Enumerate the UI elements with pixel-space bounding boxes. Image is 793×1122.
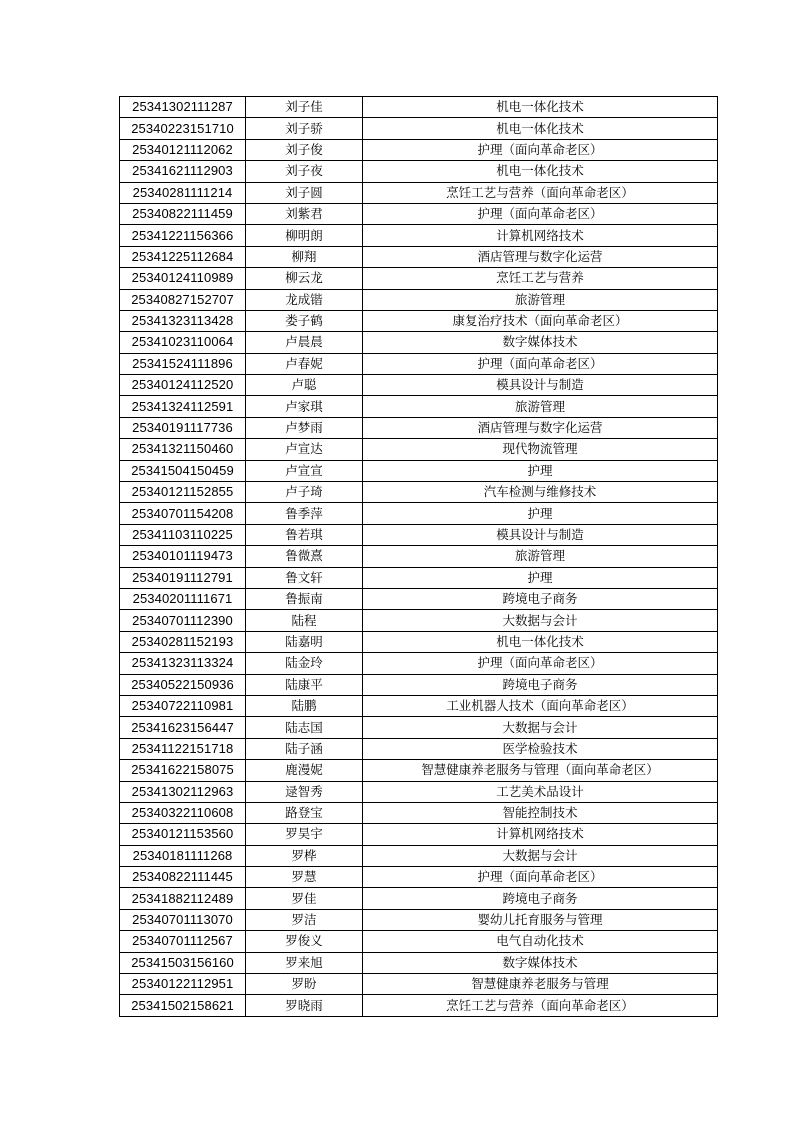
student-name-cell: 刘紫君 bbox=[246, 203, 363, 224]
student-name-cell: 卢梦雨 bbox=[246, 417, 363, 438]
table-row bbox=[120, 225, 718, 246]
student-name-cell: 刘子骄 bbox=[246, 118, 363, 139]
student-id-cell: 25340121153560 bbox=[120, 824, 246, 845]
student-name-cell: 罗昊宇 bbox=[246, 824, 363, 845]
table-row bbox=[120, 289, 718, 310]
student-name-cell: 陆程 bbox=[246, 610, 363, 631]
student-id-cell: 25341323113428 bbox=[120, 310, 246, 331]
major-cell: 计算机网络技术 bbox=[363, 225, 718, 246]
major-cell: 机电一体化技术 bbox=[363, 161, 718, 182]
major-cell: 工艺美术品设计 bbox=[363, 781, 718, 802]
major-cell: 数字媒体技术 bbox=[363, 332, 718, 353]
table-row bbox=[120, 717, 718, 738]
table-row bbox=[120, 417, 718, 438]
table-row bbox=[120, 503, 718, 524]
table-row bbox=[120, 332, 718, 353]
student-name-cell: 路登宝 bbox=[246, 802, 363, 823]
student-name-cell: 卢宣宣 bbox=[246, 460, 363, 481]
student-name-cell: 刘子佳 bbox=[246, 97, 363, 118]
student-id-cell: 25340822111445 bbox=[120, 867, 246, 888]
student-name-cell: 鲁若琪 bbox=[246, 524, 363, 545]
student-name-cell: 鲁季萍 bbox=[246, 503, 363, 524]
student-name-cell: 柳翔 bbox=[246, 246, 363, 267]
student-id-cell: 25341622158075 bbox=[120, 760, 246, 781]
major-cell: 婴幼儿托育服务与管理 bbox=[363, 909, 718, 930]
student-name-cell: 罗桦 bbox=[246, 845, 363, 866]
major-cell: 护理（面向革命老区） bbox=[363, 867, 718, 888]
table-row bbox=[120, 524, 718, 545]
student-name-cell: 卢宣达 bbox=[246, 439, 363, 460]
student-id-cell: 25340722110981 bbox=[120, 695, 246, 716]
major-cell: 模具设计与制造 bbox=[363, 375, 718, 396]
major-cell: 跨境电子商务 bbox=[363, 588, 718, 609]
major-cell: 智能控制技术 bbox=[363, 802, 718, 823]
table-row bbox=[120, 631, 718, 652]
student-id-cell: 25341122151718 bbox=[120, 738, 246, 759]
student-name-cell: 柳云龙 bbox=[246, 268, 363, 289]
student-id-cell: 25341502158621 bbox=[120, 995, 246, 1016]
student-id-cell: 25341324112591 bbox=[120, 396, 246, 417]
major-cell: 医学检验技术 bbox=[363, 738, 718, 759]
student-name-cell: 柳明朗 bbox=[246, 225, 363, 246]
major-cell: 旅游管理 bbox=[363, 289, 718, 310]
table-row bbox=[120, 246, 718, 267]
student-name-cell: 罗洁 bbox=[246, 909, 363, 930]
student-name-cell: 罗慧 bbox=[246, 867, 363, 888]
student-id-cell: 25341504150459 bbox=[120, 460, 246, 481]
student-id-cell: 25340101119473 bbox=[120, 546, 246, 567]
student-id-cell: 25340124110989 bbox=[120, 268, 246, 289]
student-name-cell: 鹿漫妮 bbox=[246, 760, 363, 781]
student-name-cell: 逯智秀 bbox=[246, 781, 363, 802]
student-name-cell: 鲁文轩 bbox=[246, 567, 363, 588]
enrollment-table bbox=[119, 96, 718, 1017]
table-row bbox=[120, 482, 718, 503]
student-name-cell: 罗俊义 bbox=[246, 931, 363, 952]
table-row bbox=[120, 974, 718, 995]
student-name-cell: 罗盼 bbox=[246, 974, 363, 995]
major-cell: 数字媒体技术 bbox=[363, 952, 718, 973]
major-cell: 护理（面向革命老区） bbox=[363, 139, 718, 160]
table-row bbox=[120, 888, 718, 909]
table-row bbox=[120, 375, 718, 396]
major-cell: 烹饪工艺与营养（面向革命老区） bbox=[363, 995, 718, 1016]
table-row bbox=[120, 995, 718, 1016]
table-row bbox=[120, 845, 718, 866]
table-row bbox=[120, 353, 718, 374]
major-cell: 护理（面向革命老区） bbox=[363, 203, 718, 224]
table-row bbox=[120, 268, 718, 289]
student-id-cell: 25340522150936 bbox=[120, 674, 246, 695]
student-id-cell: 25341302111287 bbox=[120, 97, 246, 118]
table-row bbox=[120, 182, 718, 203]
student-name-cell: 陆金玲 bbox=[246, 653, 363, 674]
table-row bbox=[120, 460, 718, 481]
student-name-cell: 罗佳 bbox=[246, 888, 363, 909]
table-row bbox=[120, 97, 718, 118]
student-name-cell: 卢晨晨 bbox=[246, 332, 363, 353]
student-id-cell: 25341225112684 bbox=[120, 246, 246, 267]
student-id-cell: 25341623156447 bbox=[120, 717, 246, 738]
student-id-cell: 25341302112963 bbox=[120, 781, 246, 802]
major-cell: 智慧健康养老服务与管理（面向革命老区） bbox=[363, 760, 718, 781]
student-id-cell: 25340281152193 bbox=[120, 631, 246, 652]
student-name-cell: 陆志国 bbox=[246, 717, 363, 738]
table-row bbox=[120, 396, 718, 417]
table-row bbox=[120, 931, 718, 952]
table-row bbox=[120, 781, 718, 802]
student-id-cell: 25340191117736 bbox=[120, 417, 246, 438]
major-cell: 旅游管理 bbox=[363, 396, 718, 417]
table-row bbox=[120, 952, 718, 973]
student-id-cell: 25340701112390 bbox=[120, 610, 246, 631]
student-id-cell: 25340223151710 bbox=[120, 118, 246, 139]
student-name-cell: 卢春妮 bbox=[246, 353, 363, 374]
table-body bbox=[120, 97, 718, 1017]
major-cell: 护理 bbox=[363, 567, 718, 588]
student-id-cell: 25340322110608 bbox=[120, 802, 246, 823]
major-cell: 跨境电子商务 bbox=[363, 888, 718, 909]
student-id-cell: 25340191112791 bbox=[120, 567, 246, 588]
student-name-cell: 陆子涵 bbox=[246, 738, 363, 759]
student-name-cell: 娄子鹤 bbox=[246, 310, 363, 331]
table-row bbox=[120, 161, 718, 182]
student-id-cell: 25340827152707 bbox=[120, 289, 246, 310]
student-id-cell: 25341524111896 bbox=[120, 353, 246, 374]
table-row bbox=[120, 653, 718, 674]
student-name-cell: 陆康平 bbox=[246, 674, 363, 695]
table-row bbox=[120, 867, 718, 888]
major-cell: 机电一体化技术 bbox=[363, 97, 718, 118]
student-id-cell: 25340181111268 bbox=[120, 845, 246, 866]
major-cell: 大数据与会计 bbox=[363, 610, 718, 631]
student-name-cell: 鲁微熹 bbox=[246, 546, 363, 567]
major-cell: 跨境电子商务 bbox=[363, 674, 718, 695]
table-row bbox=[120, 760, 718, 781]
student-id-cell: 25340281111214 bbox=[120, 182, 246, 203]
student-id-cell: 25340701113070 bbox=[120, 909, 246, 930]
student-name-cell: 罗晓雨 bbox=[246, 995, 363, 1016]
student-id-cell: 25340701154208 bbox=[120, 503, 246, 524]
student-name-cell: 鲁振南 bbox=[246, 588, 363, 609]
student-name-cell: 龙成锴 bbox=[246, 289, 363, 310]
student-name-cell: 刘子圆 bbox=[246, 182, 363, 203]
table-row bbox=[120, 203, 718, 224]
student-name-cell: 卢聪 bbox=[246, 375, 363, 396]
major-cell: 康复治疗技术（面向革命老区） bbox=[363, 310, 718, 331]
major-cell: 大数据与会计 bbox=[363, 717, 718, 738]
student-id-cell: 25340201111671 bbox=[120, 588, 246, 609]
table-row bbox=[120, 695, 718, 716]
major-cell: 护理 bbox=[363, 460, 718, 481]
major-cell: 护理（面向革命老区） bbox=[363, 653, 718, 674]
student-id-cell: 25341323113324 bbox=[120, 653, 246, 674]
major-cell: 烹饪工艺与营养 bbox=[363, 268, 718, 289]
student-id-cell: 25341503156160 bbox=[120, 952, 246, 973]
student-name-cell: 卢子琦 bbox=[246, 482, 363, 503]
student-name-cell: 陆鹏 bbox=[246, 695, 363, 716]
major-cell: 工业机器人技术（面向革命老区） bbox=[363, 695, 718, 716]
major-cell: 旅游管理 bbox=[363, 546, 718, 567]
major-cell: 护理（面向革命老区） bbox=[363, 353, 718, 374]
table-row bbox=[120, 610, 718, 631]
major-cell: 机电一体化技术 bbox=[363, 118, 718, 139]
student-name-cell: 刘子夜 bbox=[246, 161, 363, 182]
table-row bbox=[120, 439, 718, 460]
major-cell: 烹饪工艺与营养（面向革命老区） bbox=[363, 182, 718, 203]
major-cell: 机电一体化技术 bbox=[363, 631, 718, 652]
student-name-cell: 卢家琪 bbox=[246, 396, 363, 417]
table-row bbox=[120, 310, 718, 331]
table-row bbox=[120, 118, 718, 139]
student-id-cell: 25340121112062 bbox=[120, 139, 246, 160]
major-cell: 大数据与会计 bbox=[363, 845, 718, 866]
major-cell: 模具设计与制造 bbox=[363, 524, 718, 545]
table-row bbox=[120, 588, 718, 609]
student-id-cell: 25341023110064 bbox=[120, 332, 246, 353]
major-cell: 智慧健康养老服务与管理 bbox=[363, 974, 718, 995]
student-name-cell: 刘子俊 bbox=[246, 139, 363, 160]
table-row bbox=[120, 546, 718, 567]
major-cell: 护理 bbox=[363, 503, 718, 524]
student-name-cell: 陆嘉明 bbox=[246, 631, 363, 652]
major-cell: 酒店管理与数字化运营 bbox=[363, 246, 718, 267]
student-id-cell: 25341621112903 bbox=[120, 161, 246, 182]
student-id-cell: 25340701112567 bbox=[120, 931, 246, 952]
table-row bbox=[120, 802, 718, 823]
student-name-cell: 罗来旭 bbox=[246, 952, 363, 973]
student-id-cell: 25341103110225 bbox=[120, 524, 246, 545]
table-row bbox=[120, 139, 718, 160]
student-id-cell: 25341321150460 bbox=[120, 439, 246, 460]
student-id-cell: 25341882112489 bbox=[120, 888, 246, 909]
table-row bbox=[120, 909, 718, 930]
table-row bbox=[120, 824, 718, 845]
student-id-cell: 25340121152855 bbox=[120, 482, 246, 503]
table-row bbox=[120, 674, 718, 695]
student-id-cell: 25340124112520 bbox=[120, 375, 246, 396]
major-cell: 电气自动化技术 bbox=[363, 931, 718, 952]
major-cell: 汽车检测与维修技术 bbox=[363, 482, 718, 503]
table-row bbox=[120, 567, 718, 588]
student-id-cell: 25340822111459 bbox=[120, 203, 246, 224]
major-cell: 酒店管理与数字化运营 bbox=[363, 417, 718, 438]
major-cell: 现代物流管理 bbox=[363, 439, 718, 460]
student-id-cell: 25340122112951 bbox=[120, 974, 246, 995]
major-cell: 计算机网络技术 bbox=[363, 824, 718, 845]
student-id-cell: 25341221156366 bbox=[120, 225, 246, 246]
table-row bbox=[120, 738, 718, 759]
